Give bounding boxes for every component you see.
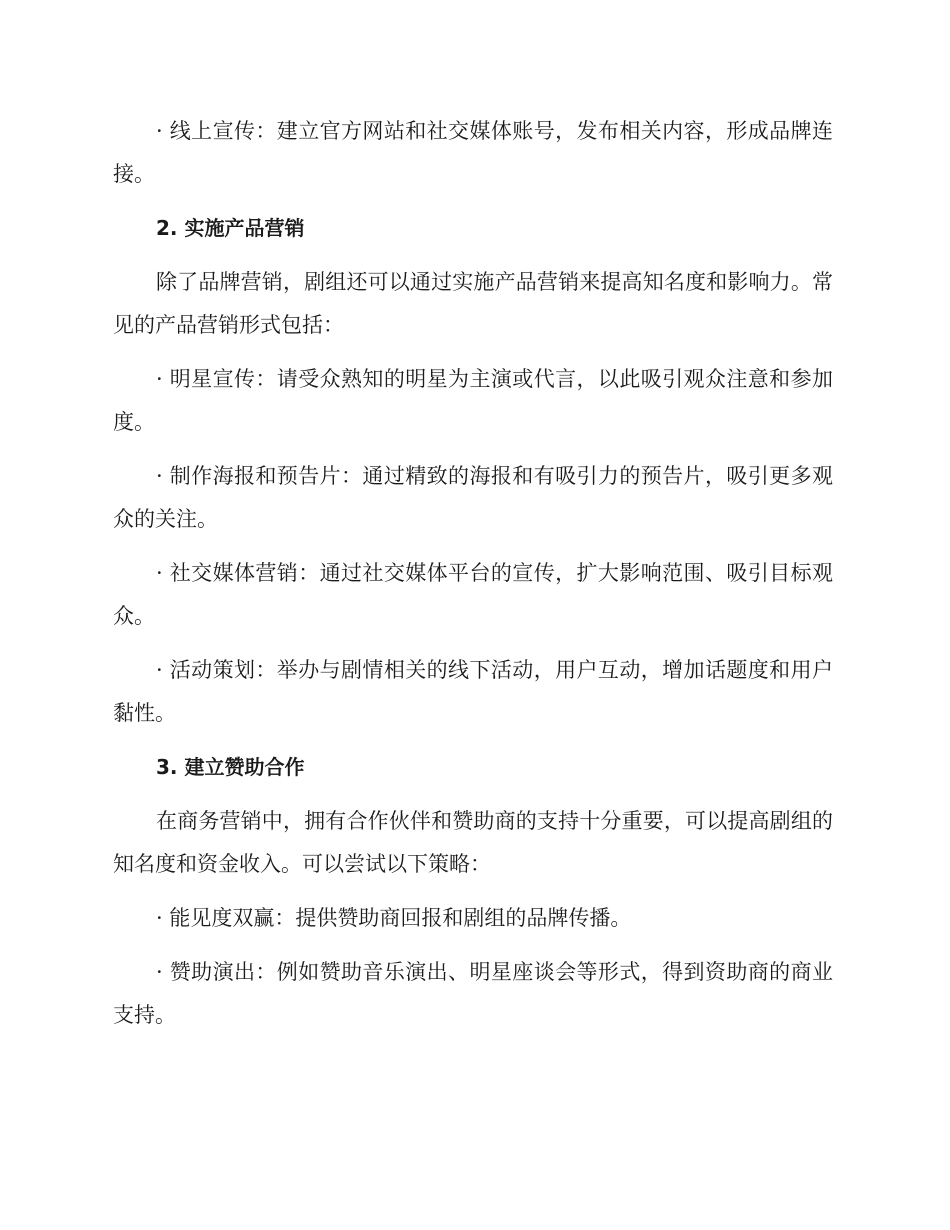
section-heading-product-marketing: 2. 实施产品营销 xyxy=(156,216,305,240)
bullet-posters-trailers: · 制作海报和预告片：通过精致的海报和有吸引力的预告片，吸引更多观众的关注。 xyxy=(113,464,833,531)
paragraph-product-marketing-intro: 除了品牌营销，剧组还可以通过实施产品营销来提高知名度和影响力。常见的产品营销形式包括： xyxy=(113,270,833,337)
bullet-celebrity-promotion: · 明星宣传：请受众熟知的明星为主演或代言，以此吸引观众注意和参加度。 xyxy=(113,367,833,434)
bullet-visibility-win-win: · 能见度双赢：提供赞助商回报和剧组的品牌传播。 xyxy=(156,906,632,930)
bullet-social-media-marketing: · 社交媒体营销：通过社交媒体平台的宣传，扩大影响范围、吸引目标观众。 xyxy=(113,561,833,628)
bullet-event-planning: · 活动策划：举办与剧情相关的线下活动，用户互动，增加话题度和用户黏性。 xyxy=(113,658,833,725)
bullet-sponsored-performances: · 赞助演出：例如赞助音乐演出、明星座谈会等形式，得到资助商的商业支持。 xyxy=(113,960,833,1027)
bullet-online-promotion: · 线上宣传：建立官方网站和社交媒体账号，发布相关内容，形成品牌连接。 xyxy=(113,119,833,186)
paragraph-sponsorship-intro: 在商务营销中，拥有合作伙伴和赞助商的支持十分重要，可以提高剧组的知名度和资金收入。可以尝试以下策略： xyxy=(113,809,833,876)
document-body xyxy=(113,110,833,1048)
section-heading-sponsorship: 3. 建立赞助合作 xyxy=(156,755,305,779)
